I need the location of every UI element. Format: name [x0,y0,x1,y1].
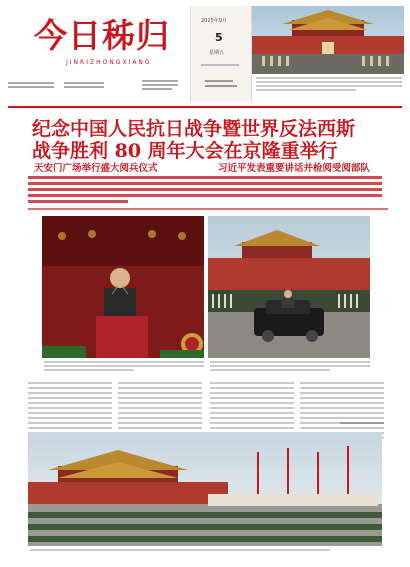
top-photo-caption [256,77,402,91]
headline-line-1: 纪念中国人民抗日战争暨世界反法西斯 [32,118,356,140]
byline [28,208,388,210]
panorama-photo-caption [30,549,380,551]
photo-parade-car [208,216,370,358]
parade-car-photo-caption [210,361,370,371]
continuation-note [340,422,390,424]
masthead-title: 今日秭归 [34,16,170,55]
photo-parade-panorama [28,432,382,546]
issue-info-panel [190,6,252,102]
masthead-pinyin: JINRIZHONGXIANG [66,59,152,66]
email-info [142,80,180,90]
headline-line-2: 战争胜利 80 周年大会在京隆重举行 [32,140,338,162]
top-photo-tiananmen [252,6,404,74]
issue-number [205,80,237,87]
masthead-divider [8,106,402,108]
speech-photo-caption [44,361,204,371]
issue-day: 5 [215,31,223,44]
photo-speech [42,216,204,358]
subheadline-left: 天安门广场举行盛大阅兵仪式 [34,163,158,174]
lunar-date [201,64,239,66]
issue-year-month: 2025年9月 [201,18,227,24]
lead-paragraph [28,176,382,203]
issue-weekday: 星期五 [209,50,225,56]
subheadline-right: 习近平发表重要讲话并检阅受阅部队 [218,163,371,174]
